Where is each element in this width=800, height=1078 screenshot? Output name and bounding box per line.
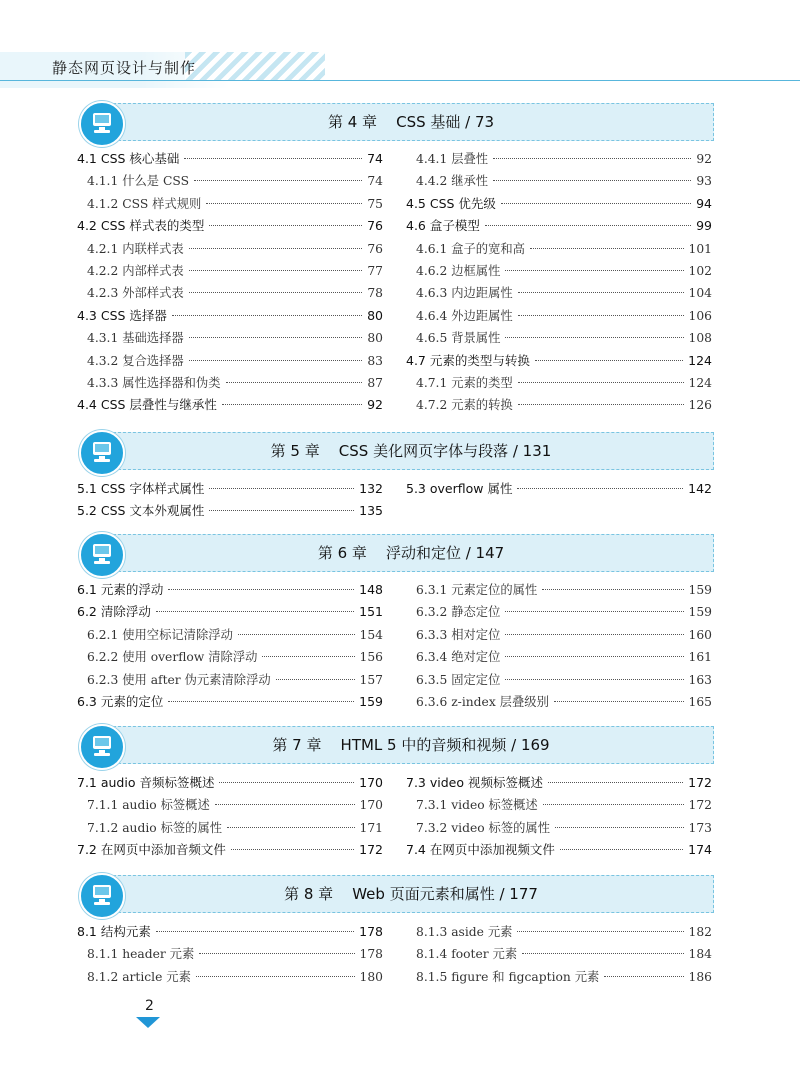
toc-leader-dots — [542, 589, 683, 590]
toc-leader-dots — [189, 292, 363, 293]
toc-entry-label: 8.1.5 figure 和 figcaption 元素 — [416, 969, 600, 984]
toc-entry-page: 135 — [359, 503, 383, 519]
toc-entry-page: 80 — [367, 331, 383, 346]
toc-entry-label: 6.3.3 相对定位 — [416, 627, 501, 642]
chapter-title: 第 4 章 CSS 基础 / 73 — [327, 113, 495, 131]
toc-entry-label: 6.2.1 使用空标记清除浮动 — [87, 627, 233, 642]
toc-entry-page: 151 — [359, 604, 383, 620]
toc-entry-page: 76 — [367, 241, 383, 256]
toc-entry-page: 163 — [688, 672, 712, 687]
toc-entry-label: 6.3.5 固定定位 — [416, 672, 501, 687]
toc-entry-page: 92 — [367, 397, 383, 413]
toc-entry-page: 173 — [688, 820, 712, 835]
toc-leader-dots — [189, 248, 363, 249]
toc-entry-label: 4.7.2 元素的转换 — [416, 398, 513, 413]
toc-entry-page: 104 — [688, 286, 712, 301]
toc-entry-label: 6.2.2 使用 overflow 清除浮动 — [87, 650, 258, 665]
toc-entry-label: 8.1 结构元素 — [77, 924, 151, 939]
header-stripes — [185, 52, 325, 80]
toc-subsection-entry[interactable] — [406, 922, 712, 944]
toc-leader-dots — [505, 337, 683, 338]
toc-section-entry[interactable] — [77, 149, 383, 171]
toc-entry-label: 8.1.1 header 元素 — [87, 947, 195, 962]
toc-entry-page: 76 — [367, 218, 383, 234]
toc-column-right — [406, 773, 712, 863]
toc-entry-page: 80 — [367, 307, 383, 323]
toc-entry-page: 124 — [688, 352, 712, 368]
toc-entry-label: 8.1.4 footer 元素 — [416, 947, 518, 962]
toc-entry-page: 108 — [688, 331, 712, 346]
toc-entry-page: 142 — [688, 481, 712, 496]
toc-leader-dots — [227, 827, 354, 828]
toc-entry-label: 4.4.2 继承性 — [416, 174, 489, 189]
page-number: 2 — [145, 998, 154, 1014]
toc-subsection-entry[interactable] — [406, 602, 712, 624]
toc-leader-dots — [168, 589, 354, 590]
toc-leader-dots — [276, 679, 355, 680]
toc-entry-label: 4.1 CSS 核心基础 — [77, 151, 180, 166]
toc-entry-label: 4.3.3 属性选择器和伪类 — [87, 375, 221, 390]
toc-section-entry[interactable] — [77, 501, 383, 523]
toc-entry-label: 4.6.3 内边距属性 — [416, 286, 513, 301]
toc-entry-label: 6.2 清除浮动 — [77, 604, 151, 620]
toc-entry-label: 4.2 CSS 样式表的类型 — [77, 218, 205, 234]
toc-entry-label: 6.2.3 使用 after 伪元素清除浮动 — [87, 672, 271, 687]
toc-leader-dots — [209, 225, 362, 226]
toc-column-right — [406, 580, 712, 714]
toc-entry-page: 170 — [359, 775, 383, 790]
toc-section-entry[interactable] — [77, 479, 383, 501]
page-marker-triangle-icon — [136, 1017, 160, 1028]
toc-section-entry[interactable] — [406, 194, 712, 216]
computer-icon — [79, 101, 125, 147]
toc-subsection-entry[interactable] — [77, 283, 383, 305]
toc-entry-label: 4.1.1 什么是 CSS — [87, 174, 190, 189]
toc-subsection-entry[interactable] — [77, 328, 383, 350]
toc-leader-dots — [543, 804, 684, 805]
toc-entry-page: 172 — [688, 775, 712, 790]
toc-entry-label: 4.2.1 内联样式表 — [87, 241, 184, 256]
toc-leader-dots — [505, 634, 683, 635]
chapter-title: 第 6 章 浮动和定位 / 147 — [317, 544, 505, 562]
toc-section-entry[interactable] — [77, 580, 383, 602]
toc-entry-page: 94 — [696, 195, 712, 211]
toc-entry-label: 6.1 元素的浮动 — [77, 582, 164, 597]
toc-leader-dots — [189, 270, 363, 271]
toc-entry-page: 186 — [688, 969, 712, 984]
toc-entry-label: 7.4 在网页中添加视频文件 — [406, 842, 555, 858]
toc-section-entry[interactable] — [406, 479, 712, 501]
toc-entry-page: 174 — [688, 842, 712, 858]
toc-leader-dots — [184, 158, 362, 159]
toc-leader-dots — [189, 337, 363, 338]
toc-entry-label: 7.3.1 video 标签概述 — [416, 798, 538, 813]
toc-entry-label: 8.1.2 article 元素 — [87, 969, 191, 984]
toc-entry-label: 4.6.5 背景属性 — [416, 331, 501, 346]
toc-entry-label: 6.3.4 绝对定位 — [416, 650, 501, 665]
toc-leader-dots — [209, 488, 354, 489]
toc-subsection-entry[interactable] — [406, 818, 712, 840]
toc-leader-dots — [156, 931, 354, 932]
toc-section-entry[interactable] — [77, 692, 383, 714]
toc-section-entry[interactable] — [406, 773, 712, 795]
toc-subsection-entry[interactable] — [77, 944, 383, 966]
toc-subsection-entry[interactable] — [77, 373, 383, 395]
computer-icon — [79, 724, 125, 770]
toc-subsection-entry[interactable] — [406, 149, 712, 171]
toc-leader-dots — [206, 203, 362, 204]
toc-subsection-entry[interactable] — [406, 239, 712, 261]
toc-subsection-entry[interactable] — [406, 373, 712, 395]
toc-entry-label: 4.6.4 外边距属性 — [416, 308, 513, 323]
toc-entry-label: 7.1.1 audio 标签概述 — [87, 798, 210, 813]
toc-entry-page: 74 — [367, 174, 383, 189]
toc-subsection-entry[interactable] — [77, 194, 383, 216]
toc-column-right — [406, 479, 712, 501]
toc-subsection-entry[interactable] — [77, 261, 383, 283]
toc-leader-dots — [226, 382, 363, 383]
toc-entry-page: 180 — [359, 969, 383, 984]
toc-subsection-entry[interactable] — [406, 283, 712, 305]
toc-section-entry[interactable] — [406, 840, 712, 862]
toc-section-entry[interactable] — [77, 602, 383, 624]
toc-entry-page: 101 — [688, 241, 712, 256]
toc-entry-page: 93 — [696, 174, 712, 189]
toc-entry-page: 159 — [688, 605, 712, 620]
chapter-title: 第 7 章 HTML 5 中的音频和视频 / 169 — [272, 736, 550, 754]
toc-entry-page: 170 — [359, 798, 383, 813]
toc-entry-label: 4.7 元素的类型与转换 — [406, 352, 530, 368]
toc-entry-label: 7.2 在网页中添加音频文件 — [77, 842, 226, 858]
toc-entry-label: 5.2 CSS 文本外观属性 — [77, 503, 205, 519]
toc-column-left — [77, 580, 383, 714]
toc-entry-page: 87 — [367, 375, 383, 390]
chapter-band — [108, 432, 714, 470]
toc-leader-dots — [493, 158, 691, 159]
toc-leader-dots — [530, 248, 684, 249]
toc-entry-page: 160 — [688, 627, 712, 642]
toc-leader-dots — [604, 976, 683, 977]
toc-section-entry[interactable] — [77, 306, 383, 328]
toc-leader-dots — [517, 488, 683, 489]
toc-section-entry[interactable] — [77, 773, 383, 795]
toc-subsection-entry[interactable] — [406, 625, 712, 647]
computer-icon — [79, 873, 125, 919]
toc-subsection-entry[interactable] — [406, 692, 712, 714]
toc-leader-dots — [209, 510, 354, 511]
toc-leader-dots — [199, 953, 354, 954]
toc-subsection-entry[interactable] — [406, 580, 712, 602]
toc-entry-page: 132 — [359, 481, 383, 496]
toc-leader-dots — [517, 931, 683, 932]
chapter-band — [108, 875, 714, 913]
toc-leader-dots — [493, 180, 691, 181]
toc-entry-page: 171 — [359, 820, 383, 835]
toc-leader-dots — [189, 360, 363, 361]
toc-leader-dots — [518, 404, 684, 405]
toc-entry-page: 106 — [688, 308, 712, 323]
toc-section-entry[interactable] — [77, 395, 383, 417]
toc-entry-label: 8.1.3 aside 元素 — [416, 925, 513, 939]
toc-entry-label: 4.3 CSS 选择器 — [77, 307, 167, 323]
toc-entry-page: 178 — [359, 947, 383, 962]
toc-leader-dots — [501, 203, 691, 204]
toc-entry-label: 4.6 盒子模型 — [406, 218, 480, 234]
toc-leader-dots — [215, 804, 355, 805]
toc-leader-dots — [560, 849, 683, 850]
toc-entry-page: 92 — [696, 152, 712, 166]
toc-subsection-entry[interactable] — [406, 944, 712, 966]
toc-leader-dots — [548, 782, 683, 783]
toc-leader-dots — [522, 953, 683, 954]
chapter-band — [108, 534, 714, 572]
toc-subsection-entry[interactable] — [406, 395, 712, 417]
toc-entry-page: 165 — [688, 694, 712, 709]
toc-entry-page: 77 — [367, 263, 383, 278]
toc-entry-label: 6.3.1 元素定位的属性 — [416, 583, 538, 597]
toc-subsection-entry[interactable] — [77, 625, 383, 647]
toc-subsection-entry[interactable] — [406, 171, 712, 193]
book-title: 静态网页设计与制作 — [52, 59, 197, 77]
toc-column-left — [77, 773, 383, 863]
toc-subsection-entry[interactable] — [77, 818, 383, 840]
toc-leader-dots — [505, 611, 683, 612]
toc-leader-dots — [238, 634, 355, 635]
chapter-band — [108, 726, 714, 764]
chapter-title: 第 5 章 CSS 美化网页字体与段落 / 131 — [270, 442, 552, 460]
toc-subsection-entry[interactable] — [406, 306, 712, 328]
toc-entry-label: 6.3.6 z-index 层叠级别 — [416, 694, 549, 709]
toc-leader-dots — [518, 382, 684, 383]
toc-column-left — [77, 149, 383, 418]
toc-entry-label: 4.3.2 复合选择器 — [87, 353, 184, 368]
toc-leader-dots — [262, 656, 354, 657]
toc-entry-page: 159 — [359, 693, 383, 709]
toc-entry-label: 4.6.1 盒子的宽和高 — [416, 241, 525, 256]
toc-entry-page: 148 — [359, 582, 383, 597]
toc-entry-label: 5.3 overflow 属性 — [406, 481, 513, 496]
toc-section-entry[interactable] — [77, 922, 383, 944]
toc-subsection-entry[interactable] — [77, 239, 383, 261]
toc-entry-page: 75 — [367, 196, 383, 211]
toc-entry-label: 7.1 audio 音频标签概述 — [77, 775, 215, 790]
toc-entry-page: 172 — [359, 842, 383, 858]
toc-leader-dots — [222, 404, 362, 405]
toc-leader-dots — [505, 679, 683, 680]
toc-entry-label: 7.3 video 视频标签概述 — [406, 775, 543, 790]
toc-entry-page: 124 — [688, 375, 712, 390]
toc-entry-label: 7.3.2 video 标签的属性 — [416, 820, 551, 835]
toc-section-entry[interactable] — [77, 840, 383, 862]
toc-subsection-entry[interactable] — [77, 967, 383, 989]
toc-entry-page: 78 — [367, 286, 383, 301]
computer-icon — [79, 430, 125, 476]
toc-leader-dots — [231, 849, 354, 850]
toc-leader-dots — [535, 360, 683, 361]
toc-column-left — [77, 479, 383, 524]
toc-subsection-entry[interactable] — [406, 647, 712, 669]
chapter-title: 第 8 章 Web 页面元素和属性 / 177 — [284, 885, 538, 903]
toc-entry-label: 4.4.1 层叠性 — [416, 152, 489, 166]
toc-leader-dots — [505, 270, 683, 271]
toc-entry-label: 4.6.2 边框属性 — [416, 263, 501, 278]
toc-entry-page: 83 — [367, 353, 383, 368]
toc-entry-page: 172 — [688, 798, 712, 813]
computer-icon — [79, 532, 125, 578]
toc-subsection-entry[interactable] — [77, 351, 383, 373]
toc-subsection-entry[interactable] — [77, 795, 383, 817]
toc-entry-label: 7.1.2 audio 标签的属性 — [87, 820, 223, 835]
toc-entry-page: 154 — [359, 627, 383, 642]
toc-entry-label: 4.2.3 外部样式表 — [87, 286, 184, 301]
toc-leader-dots — [168, 701, 354, 702]
toc-leader-dots — [518, 315, 684, 316]
toc-entry-page: 182 — [688, 925, 712, 939]
toc-entry-label: 6.3.2 静态定位 — [416, 605, 501, 620]
toc-entry-page: 178 — [359, 924, 383, 939]
toc-subsection-entry[interactable] — [77, 647, 383, 669]
toc-entry-label: 4.3.1 基础选择器 — [87, 331, 184, 346]
toc-subsection-entry[interactable] — [77, 171, 383, 193]
toc-column-right — [406, 922, 712, 989]
toc-leader-dots — [194, 180, 362, 181]
toc-entry-label: 4.5 CSS 优先级 — [406, 195, 496, 211]
toc-entry-page: 74 — [367, 151, 383, 166]
toc-entry-label: 4.1.2 CSS 样式规则 — [87, 196, 202, 211]
chapter-band — [108, 103, 714, 141]
toc-entry-page: 99 — [696, 218, 712, 234]
toc-section-entry[interactable] — [406, 351, 712, 373]
toc-entry-page: 184 — [688, 947, 712, 962]
toc-entry-label: 4.4 CSS 层叠性与继承性 — [77, 397, 217, 413]
toc-entry-label: 4.2.2 内部样式表 — [87, 263, 184, 278]
toc-leader-dots — [196, 976, 355, 977]
toc-section-entry[interactable] — [77, 216, 383, 238]
toc-leader-dots — [172, 315, 362, 316]
toc-leader-dots — [156, 611, 354, 612]
toc-entry-label: 5.1 CSS 字体样式属性 — [77, 481, 205, 496]
toc-subsection-entry[interactable] — [406, 670, 712, 692]
toc-section-entry[interactable] — [406, 216, 712, 238]
toc-column-right — [406, 149, 712, 418]
header-rule — [0, 80, 800, 81]
toc-subsection-entry[interactable] — [406, 967, 712, 989]
toc-leader-dots — [485, 225, 691, 226]
toc-entry-label: 6.3 元素的定位 — [77, 693, 164, 709]
toc-entry-page: 126 — [688, 398, 712, 413]
toc-subsection-entry[interactable] — [406, 328, 712, 350]
toc-entry-label: 4.7.1 元素的类型 — [416, 375, 513, 390]
toc-entry-page: 161 — [688, 650, 712, 665]
toc-entry-page: 156 — [359, 650, 383, 665]
toc-leader-dots — [555, 827, 683, 828]
toc-leader-dots — [518, 292, 684, 293]
toc-subsection-entry[interactable] — [406, 261, 712, 283]
toc-leader-dots — [505, 656, 683, 657]
toc-entry-page: 157 — [359, 672, 383, 687]
toc-entry-page: 102 — [688, 263, 712, 278]
toc-subsection-entry[interactable] — [406, 795, 712, 817]
toc-leader-dots — [554, 701, 684, 702]
toc-entry-page: 159 — [688, 583, 712, 597]
toc-leader-dots — [219, 782, 354, 783]
toc-column-left — [77, 922, 383, 989]
toc-subsection-entry[interactable] — [77, 670, 383, 692]
